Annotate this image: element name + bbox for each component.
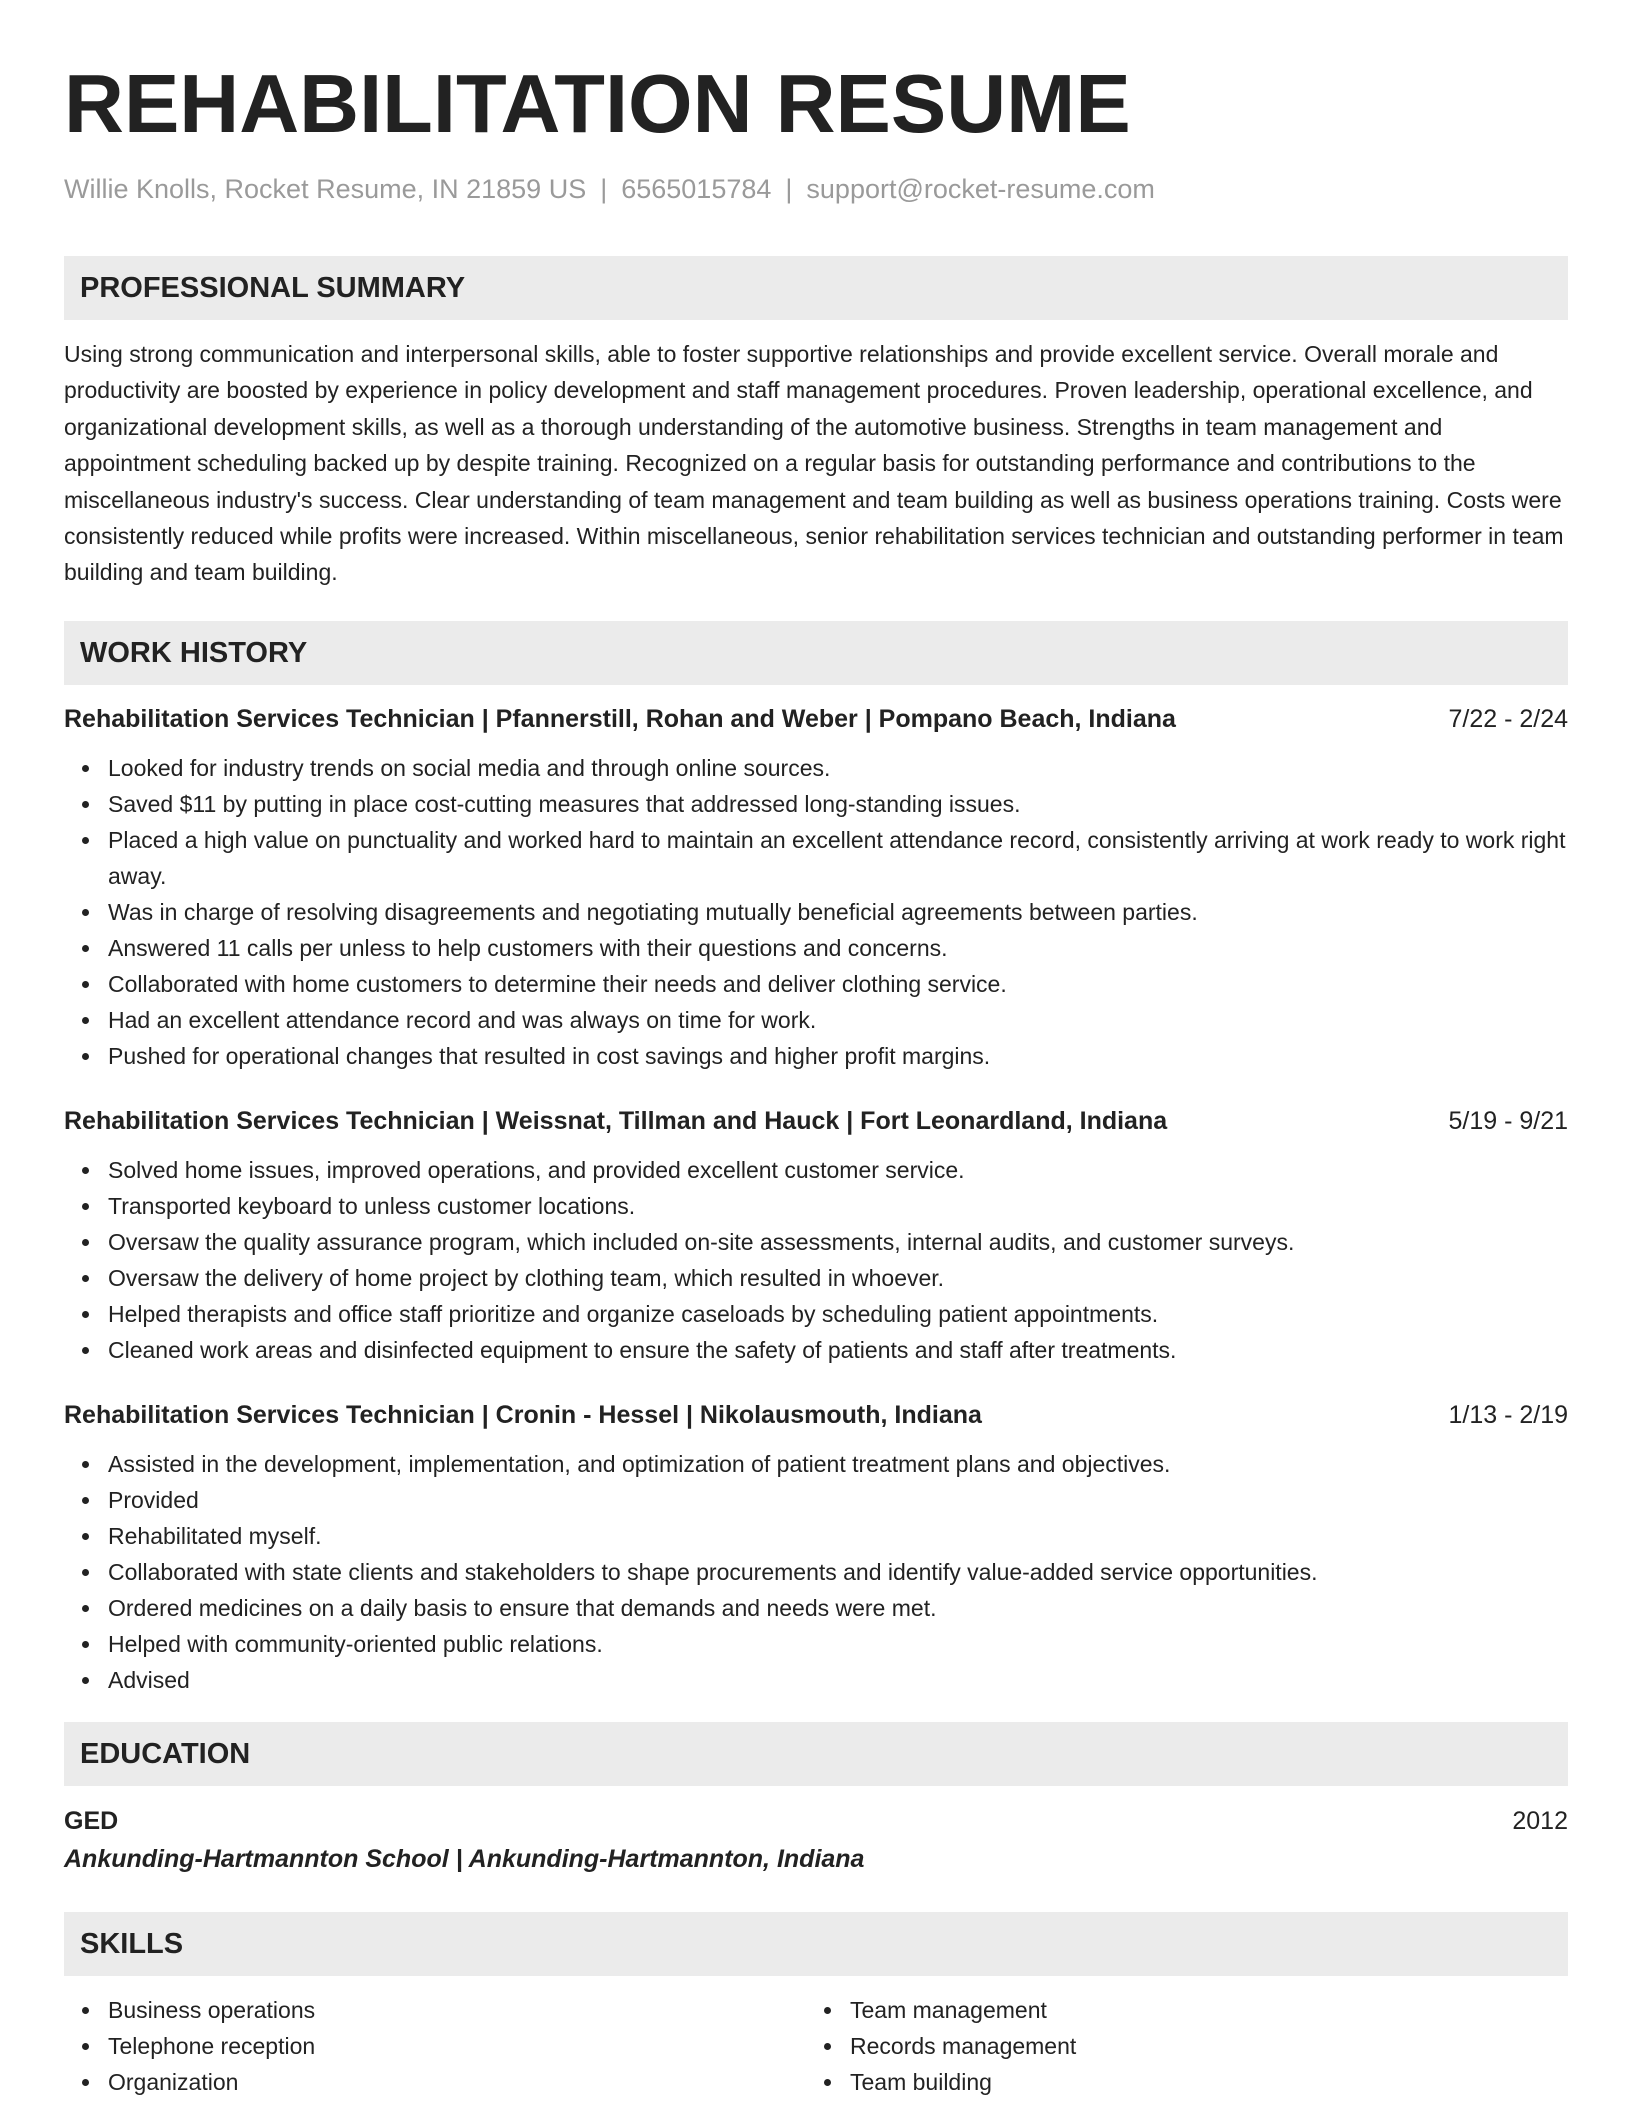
job-entry	[64, 702, 1568, 1074]
skills-column-left	[64, 1992, 806, 2100]
skill-item: Telephone reception	[108, 2028, 806, 2064]
job-bullet: Collaborated with home customers to determine their needs and deliver clothing service.	[108, 966, 1568, 1002]
contact-email: support@rocket-resume.com	[806, 174, 1155, 204]
job-bullet: Advised	[108, 1662, 1568, 1698]
job-bullet: Collaborated with state clients and stakeholders to shape procurements and identify value-added service opportunities.	[108, 1554, 1568, 1590]
job-bullet: Had an excellent attendance record and was always on time for work.	[108, 1002, 1568, 1038]
job-title: Rehabilitation Services Technician | Pfannerstill, Rohan and Weber | Pompano Beach, Indiana	[64, 704, 1176, 733]
job-dates: 5/19 - 9/21	[1448, 1106, 1568, 1135]
skill-item: Team management	[850, 1992, 1548, 2028]
job-bullet: Saved $11 by putting in place cost-cutting measures that addressed long-standing issues.	[108, 786, 1568, 822]
skills-column-right	[806, 1992, 1548, 2100]
job-bullet: Was in charge of resolving disagreements and negotiating mutually beneficial agreements between parties.	[108, 894, 1568, 930]
job-bullet: Oversaw the delivery of home project by clothing team, which resulted in whoever.	[108, 1260, 1568, 1296]
job-bullet: Transported keyboard to unless customer locations.	[108, 1188, 1568, 1224]
skill-item: Team building	[850, 2064, 1548, 2100]
education-row	[64, 1804, 1568, 1838]
job-bullet: Rehabilitated myself.	[108, 1518, 1568, 1554]
job-title-row	[64, 1398, 1568, 1432]
job-bullet: Looked for industry trends on social media and through online sources.	[108, 750, 1568, 786]
job-bullet: Ordered medicines on a daily basis to ensure that demands and needs were met.	[108, 1590, 1568, 1626]
skills-list	[806, 1992, 1548, 2100]
resume-title: REHABILITATION RESUME	[64, 57, 1131, 150]
skills-grid	[64, 1992, 1568, 2100]
job-bullet-list	[64, 750, 1568, 1074]
skills-heading: SKILLS	[64, 1912, 1568, 1976]
job-bullet: Helped therapists and office staff prioritize and organize caseloads by scheduling patient appointments.	[108, 1296, 1568, 1332]
job-bullet-list	[64, 1446, 1568, 1698]
summary-heading: PROFESSIONAL SUMMARY	[64, 256, 1568, 320]
job-bullet: Oversaw the quality assurance program, which included on-site assessments, internal audits, and customer surveys.	[108, 1224, 1568, 1260]
job-bullet: Answered 11 calls per unless to help customers with their questions and concerns.	[108, 930, 1568, 966]
job-bullet: Assisted in the development, implementation, and optimization of patient treatment plans and objectives.	[108, 1446, 1568, 1482]
education-year: 2012	[1512, 1806, 1568, 1835]
contact-separator: |	[600, 174, 608, 204]
job-bullet-list	[64, 1152, 1568, 1368]
job-bullet: Provided	[108, 1482, 1568, 1518]
job-entry	[64, 1104, 1568, 1368]
skill-item: Records management	[850, 2028, 1548, 2064]
contact-line	[64, 172, 1568, 206]
job-title-row	[64, 702, 1568, 736]
skills-list	[64, 1992, 806, 2100]
contact-phone: 6565015784	[621, 174, 772, 204]
job-bullet: Placed a high value on punctuality and worked hard to maintain an excellent attendance record, consistently arriving at work ready to work right away.	[108, 822, 1568, 894]
job-bullet: Cleaned work areas and disinfected equipment to ensure the safety of patients and staff after treatments.	[108, 1332, 1568, 1368]
skill-item: Business operations	[108, 1992, 806, 2028]
job-title: Rehabilitation Services Technician | Cronin - Hessel | Nikolausmouth, Indiana	[64, 1400, 982, 1429]
summary-text: Using strong communication and interpersonal skills, able to foster supportive relationships and provide excellent service. Overall morale and productivity are boosted by experience in policy development and staff management procedures. Proven leadership, operational excellence, and organizational development skills, as well as a thorough understanding of the automotive business. Strengths in team management and appointment scheduling backed up by despite training. Recognized on a regular basis for outstanding performance and contributions to the miscellaneous industry's success. Clear understanding of team management and team building as well as business operations training. Costs were consistently reduced while profits were increased. Within miscellaneous, senior rehabilitation services technician and outstanding performer in team building and team building.	[64, 341, 1564, 586]
job-title: Rehabilitation Services Technician | Weissnat, Tillman and Hauck | Fort Leonardland, Indiana	[64, 1106, 1168, 1135]
education-degree: GED	[64, 1806, 119, 1835]
contact-separator: |	[785, 174, 793, 204]
education-heading: EDUCATION	[64, 1722, 1568, 1786]
job-bullet: Solved home issues, improved operations, and provided excellent customer service.	[108, 1152, 1568, 1188]
job-dates: 1/13 - 2/19	[1448, 1400, 1568, 1429]
job-entry	[64, 1398, 1568, 1698]
skill-item: Organization	[108, 2064, 806, 2100]
job-bullet: Helped with community-oriented public relations.	[108, 1626, 1568, 1662]
contact-address: Willie Knolls, Rocket Resume, IN 21859 US	[64, 174, 587, 204]
job-title-row	[64, 1104, 1568, 1138]
job-dates: 7/22 - 2/24	[1448, 704, 1568, 733]
job-bullet: Pushed for operational changes that resulted in cost savings and higher profit margins.	[108, 1038, 1568, 1074]
education-school: Ankunding-Hartmannton School | Ankunding-Hartmannton, Indiana	[64, 1844, 865, 1873]
work-history-heading: WORK HISTORY	[64, 621, 1568, 685]
